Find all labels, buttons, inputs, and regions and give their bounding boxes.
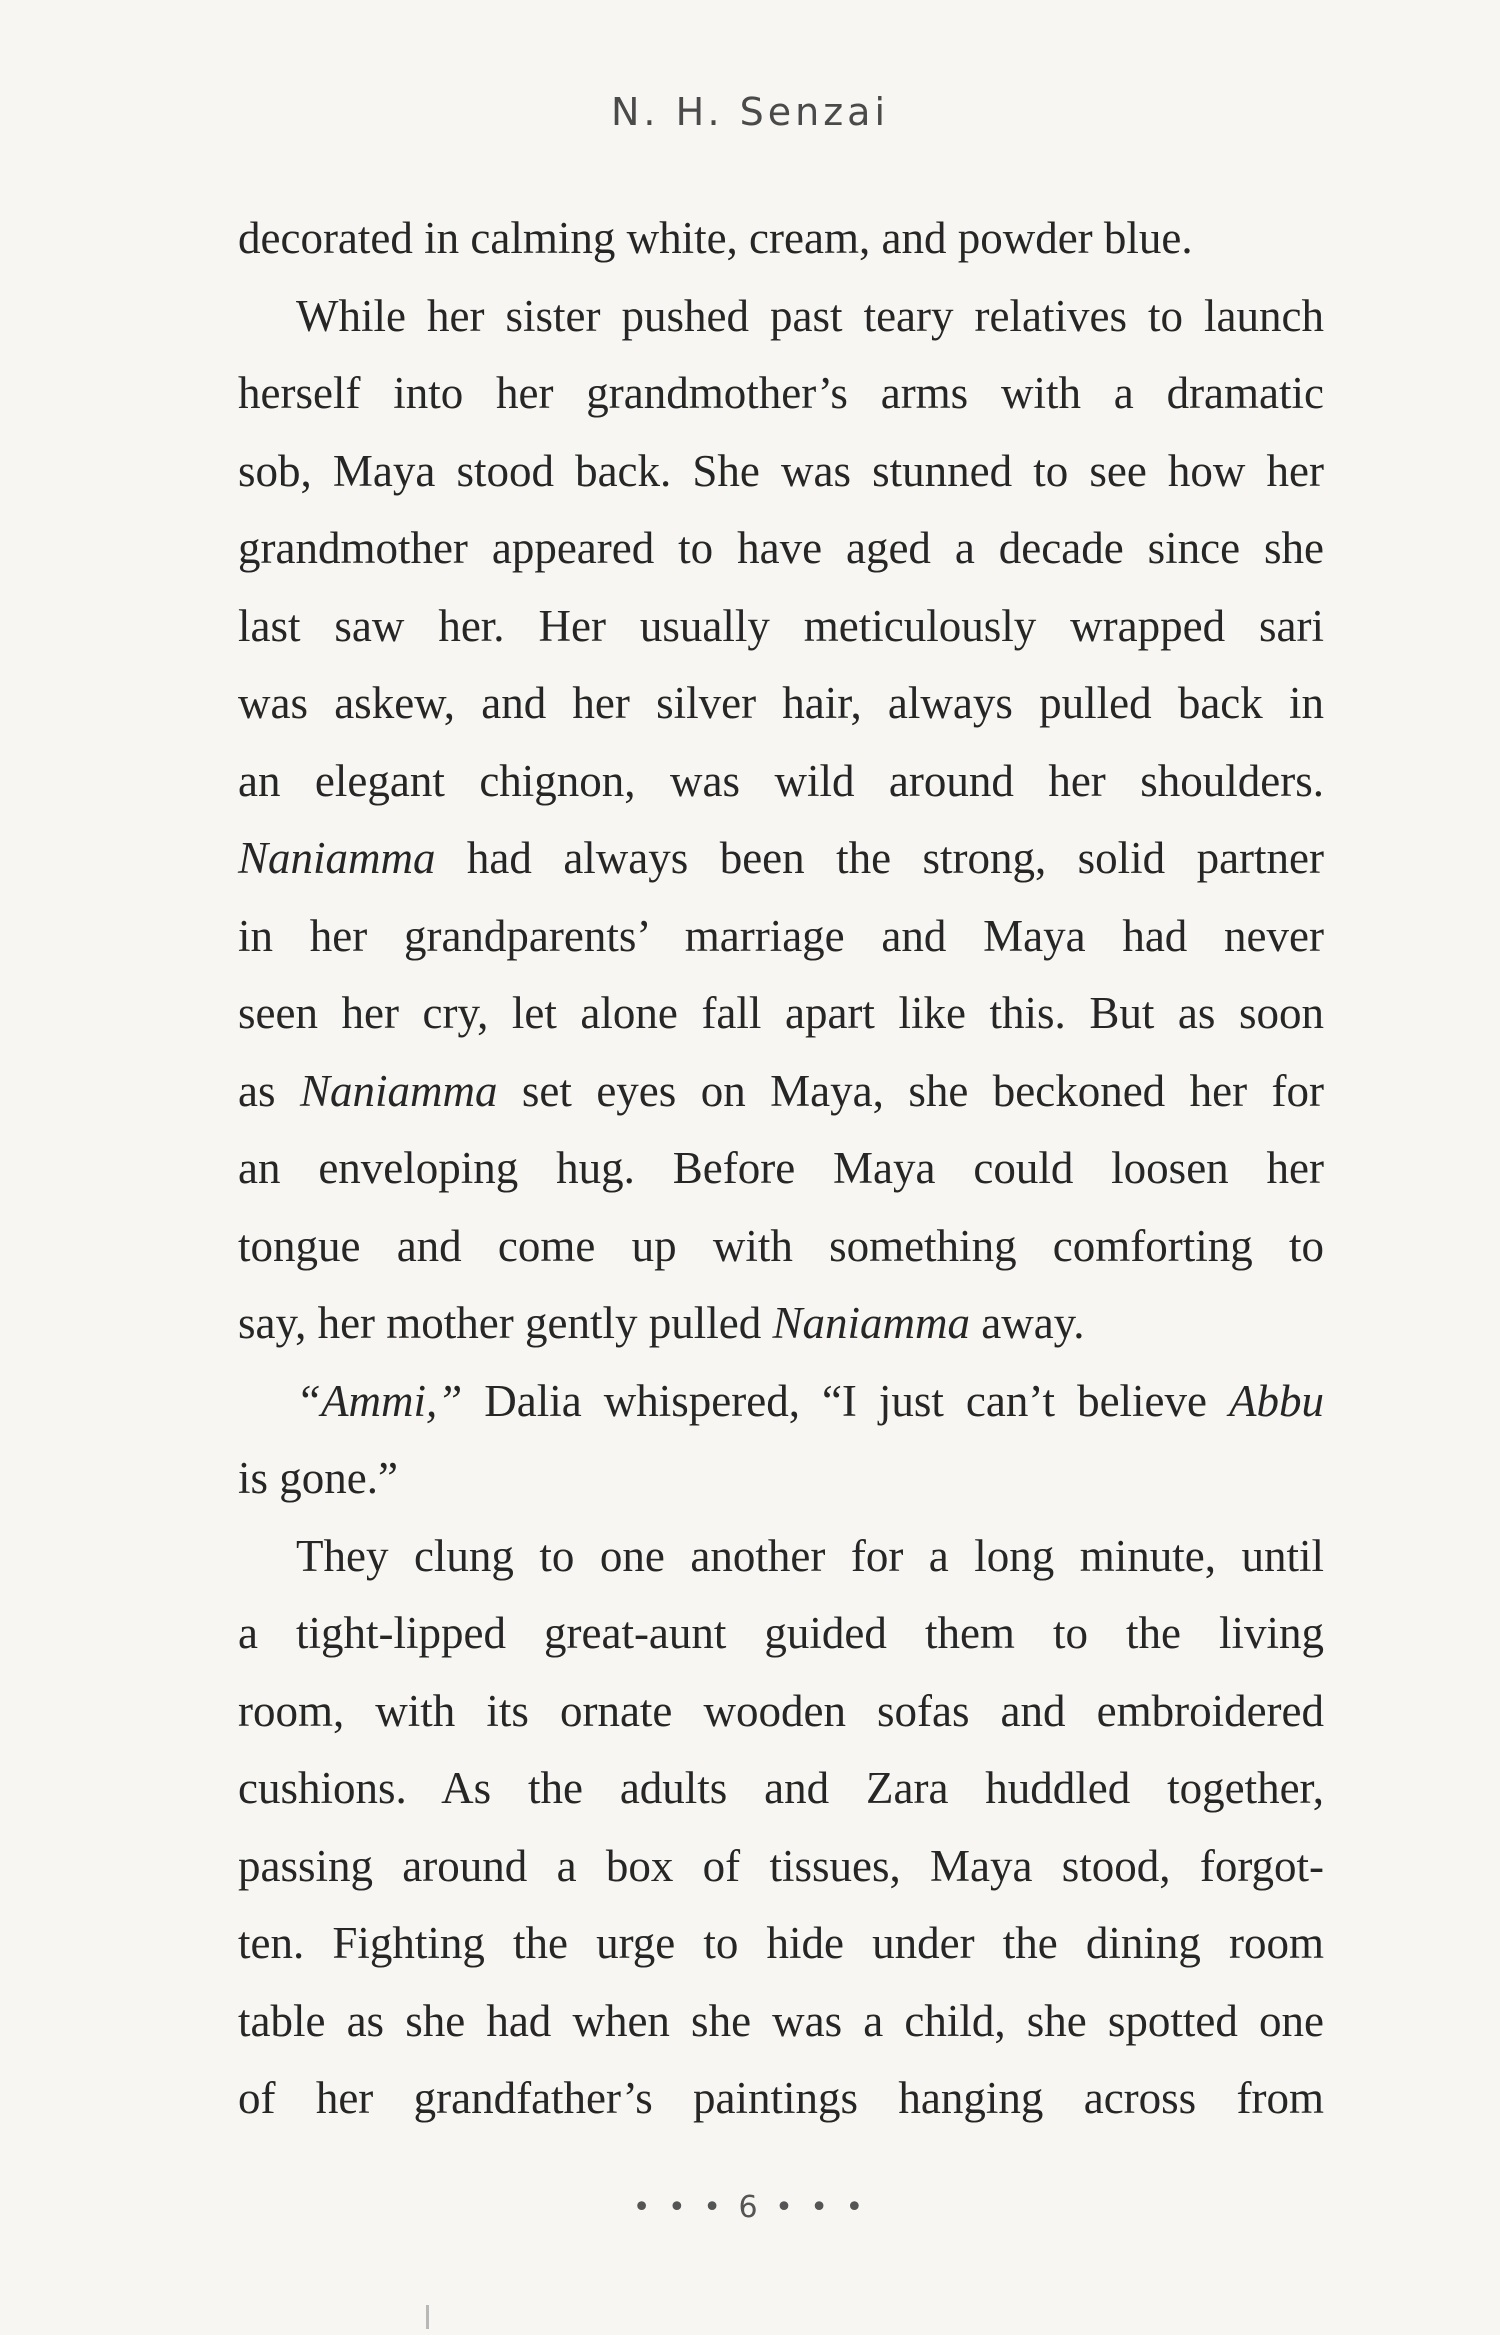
page-number: • • • 6 • • • xyxy=(632,2190,868,2225)
text-line xyxy=(238,510,1324,588)
text-line xyxy=(238,1673,1324,1751)
italic-run: “Ammi,” xyxy=(296,1375,463,1426)
text-run: While her sister pushed past teary relatives to launch xyxy=(296,290,1324,341)
text-run: herself into her grandmother’s arms with a dramatic xyxy=(238,368,1324,418)
text-run: had always been the strong, solid partner xyxy=(435,833,1324,883)
text-run: ten. Fighting the urge to hide under the dining room xyxy=(238,1918,1324,1968)
text-line xyxy=(238,433,1324,511)
text-line xyxy=(238,1285,1324,1363)
text-run: of her grandfather’s paintings hanging across from xyxy=(238,2073,1324,2123)
italic-run: Naniamma xyxy=(238,833,436,883)
text-run: in her grandparents’ marriage and Maya had never xyxy=(238,910,1324,961)
text-run: cushions. As the adults and Zara huddled together, xyxy=(238,1763,1324,1813)
text-line xyxy=(238,743,1324,821)
text-run: was askew, and her silver hair, always pulled back in xyxy=(238,678,1324,728)
text-line xyxy=(238,1595,1324,1673)
text-run: Dalia whispered, “I just can’t believe xyxy=(462,1375,1229,1426)
text-line xyxy=(238,2060,1324,2138)
text-run: decorated in calming white, cream, and powder blue. xyxy=(238,213,1193,263)
text-line xyxy=(238,588,1324,666)
text-line xyxy=(238,1053,1324,1131)
text-line xyxy=(238,278,1324,356)
text-line xyxy=(238,820,1324,898)
italic-run: Naniamma xyxy=(299,1065,498,1116)
text-line xyxy=(238,1130,1324,1208)
text-run: set eyes on Maya, she beckoned her for xyxy=(497,1065,1324,1116)
text-run: as xyxy=(238,1065,300,1116)
text-run: grandmother appeared to have aged a decade since she xyxy=(238,523,1324,573)
text-line xyxy=(238,1983,1324,2061)
text-line xyxy=(238,200,1324,278)
text-run: away. xyxy=(969,1298,1085,1348)
italic-run: Abbu xyxy=(1229,1375,1324,1426)
text-line xyxy=(238,1750,1324,1828)
text-run: is gone.” xyxy=(238,1453,398,1503)
body-text xyxy=(238,200,1324,2138)
text-line xyxy=(238,1363,1324,1441)
text-run: sob, Maya stood back. She was stunned to see how her xyxy=(238,445,1324,496)
text-line xyxy=(238,1518,1324,1596)
text-run: table as she had when she was a child, she spotted one xyxy=(238,1995,1324,2046)
text-run: last saw her. Her usually meticulously wrapped sari xyxy=(238,600,1324,651)
text-run: room, with its ornate wooden sofas and embroidered xyxy=(238,1685,1324,1736)
running-head-author: N. H. Senzai xyxy=(610,90,890,134)
text-run: say, her mother gently pulled xyxy=(238,1298,773,1348)
text-run: They clung to one another for a long minute, until xyxy=(296,1530,1324,1581)
text-run: a tight-lipped great-aunt guided them to the living xyxy=(238,1608,1324,1658)
text-line xyxy=(238,1440,1324,1518)
scan-mark xyxy=(426,2305,429,2329)
text-line xyxy=(238,1828,1324,1906)
text-line xyxy=(238,975,1324,1053)
text-line xyxy=(238,665,1324,743)
text-run: tongue and come up with something comforting to xyxy=(238,1220,1324,1271)
text-run: an enveloping hug. Before Maya could loosen her xyxy=(238,1143,1324,1193)
text-run: seen her cry, let alone fall apart like this. But as soon xyxy=(238,988,1324,1038)
text-line xyxy=(238,898,1324,976)
text-line xyxy=(238,1208,1324,1286)
text-line xyxy=(238,1905,1324,1983)
text-run: passing around a box of tissues, Maya stood, forgot- xyxy=(238,1840,1324,1891)
italic-run: Naniamma xyxy=(772,1298,970,1348)
text-run: an elegant chignon, was wild around her shoulders. xyxy=(238,755,1324,806)
text-line xyxy=(238,355,1324,433)
